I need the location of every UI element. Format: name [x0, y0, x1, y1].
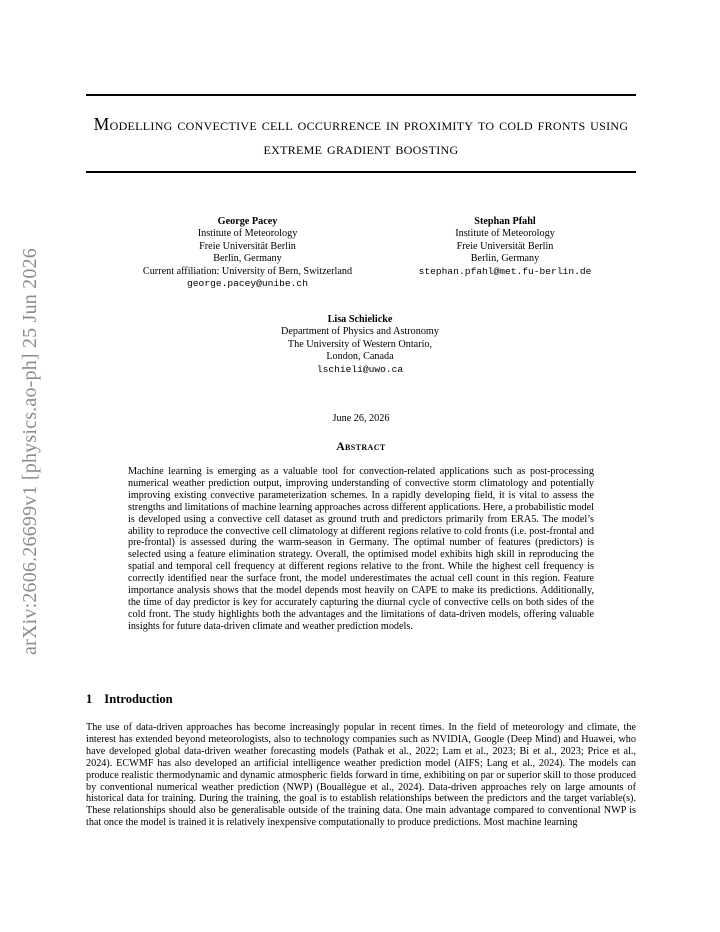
title-bottom-rule [86, 171, 636, 173]
title-top-rule [86, 94, 636, 96]
author-block [390, 216, 620, 278]
introduction-paragraph: The use of data-driven approaches has become increasingly popular in recent times. In the field of meteorology and climate, the interest has extended beyond meteorologists, also to technology companies such as NVIDIA, Google (Deep Mind) and Huawei, who have developed global data-driven weather forecasting models (Pathak et al., 2022; Lam et al., 2023; Bi et al., 2023; Price et al., 2024). ECWMF has also developed an artificial intelligence weather prediction model (AIFS; Lang et al., 2024). The models can produce realistic thermodynamic and dynamic atmospheric fields forward in time, exhibiting on par or superior skill to those produced by conventional numerical weather prediction (NWP) (Bouallègue et al., 2024). Data-driven approaches rely on large amounts of historical data for training. During the training, the goal is to establish relationships between the predictors and the target variable(s). These relationships should also be generalisable outside of the training data. One main advantage compared to conventional NWP is that once the model is trained it is relatively inexpensive computationally to produce predictions. Most machine learning [86, 722, 636, 829]
author-affiliation: Freie Universität Berlin [199, 240, 296, 252]
author-email[interactable]: lschieli@uwo.ca [316, 363, 404, 375]
author-email[interactable]: stephan.pfahl@met.fu-berlin.de [418, 265, 592, 277]
author-email[interactable]: george.pacey@unibe.ch [187, 278, 308, 290]
section-number: 1 [86, 692, 93, 706]
author-affiliation: Institute of Meteorology [455, 228, 555, 240]
abstract-text: Machine learning is emerging as a valuable tool for convection-related applications such as post-processing numerical weather prediction output, improving understanding of convective storm climatology and potentially improving existing convective parameterization schemes. In a rapidly developing field, it is vital to assess the strengths and limitations of machine learning approaches across different applications. Here, a probabilistic model is developed using a convective cell dataset as ground truth and predictors primarily from ERA5. The model’s ability to reproduce the convective cell climatology at different regions relative to cold fronts (i.e. post-frontal and pre-frontal) is assessed during the warm-season in Germany. The optimal number of features (predictors) is selected using a feature elimination strategy. Overall, the optimised model exhibits high skill in reproducing the spatial and temporal cell frequency at different regions relative to the front. While the highest cell frequency is correctly identified near the surface front, the model underestimates the actual cell count in this region. Feature importance analysis shows that the model depends most heavily on CAPE to make its predictions. Additionally, the time of day predictor is key for accurately capturing the diurnal cycle of convective cells on both sides of the cold front. The study highlights both the advantages and the limitations of data-driven models, offering valuable insights for future data-driven climate and weather prediction models. [128, 466, 594, 632]
paper-title: Modelling convective cell occurrence in proximity to cold fronts using extreme gradient boosting [93, 114, 629, 158]
publication-date: June 26, 2026 [332, 413, 390, 424]
author-affiliation: London, Canada [326, 351, 394, 363]
author-affiliation: Current affiliation: University of Bern, Switzerland [142, 265, 353, 277]
arxiv-identifier-text: arXiv:2606.26699v1 [physics.ao-ph] 25 Jun 2026 [18, 247, 41, 655]
author-affiliation: Institute of Meteorology [197, 228, 298, 240]
author-affiliation: The University of Western Ontario, [287, 338, 433, 350]
author-affiliation: Berlin, Germany [213, 253, 282, 265]
author-block [110, 216, 385, 290]
author-affiliation: Department of Physics and Astronomy [281, 326, 439, 338]
author-name: Stephan Pfahl [474, 216, 536, 227]
author-affiliation: Freie Universität Berlin [456, 240, 554, 252]
author-name: Lisa Schielicke [327, 314, 393, 325]
author-block [230, 314, 490, 376]
section-heading [86, 692, 173, 707]
author-name: George Pacey [217, 216, 278, 227]
section-title: Introduction [104, 692, 173, 706]
abstract-heading: Abstract [336, 441, 386, 453]
arxiv-identifier [16, 226, 44, 676]
author-affiliation: Berlin, Germany [470, 253, 540, 265]
